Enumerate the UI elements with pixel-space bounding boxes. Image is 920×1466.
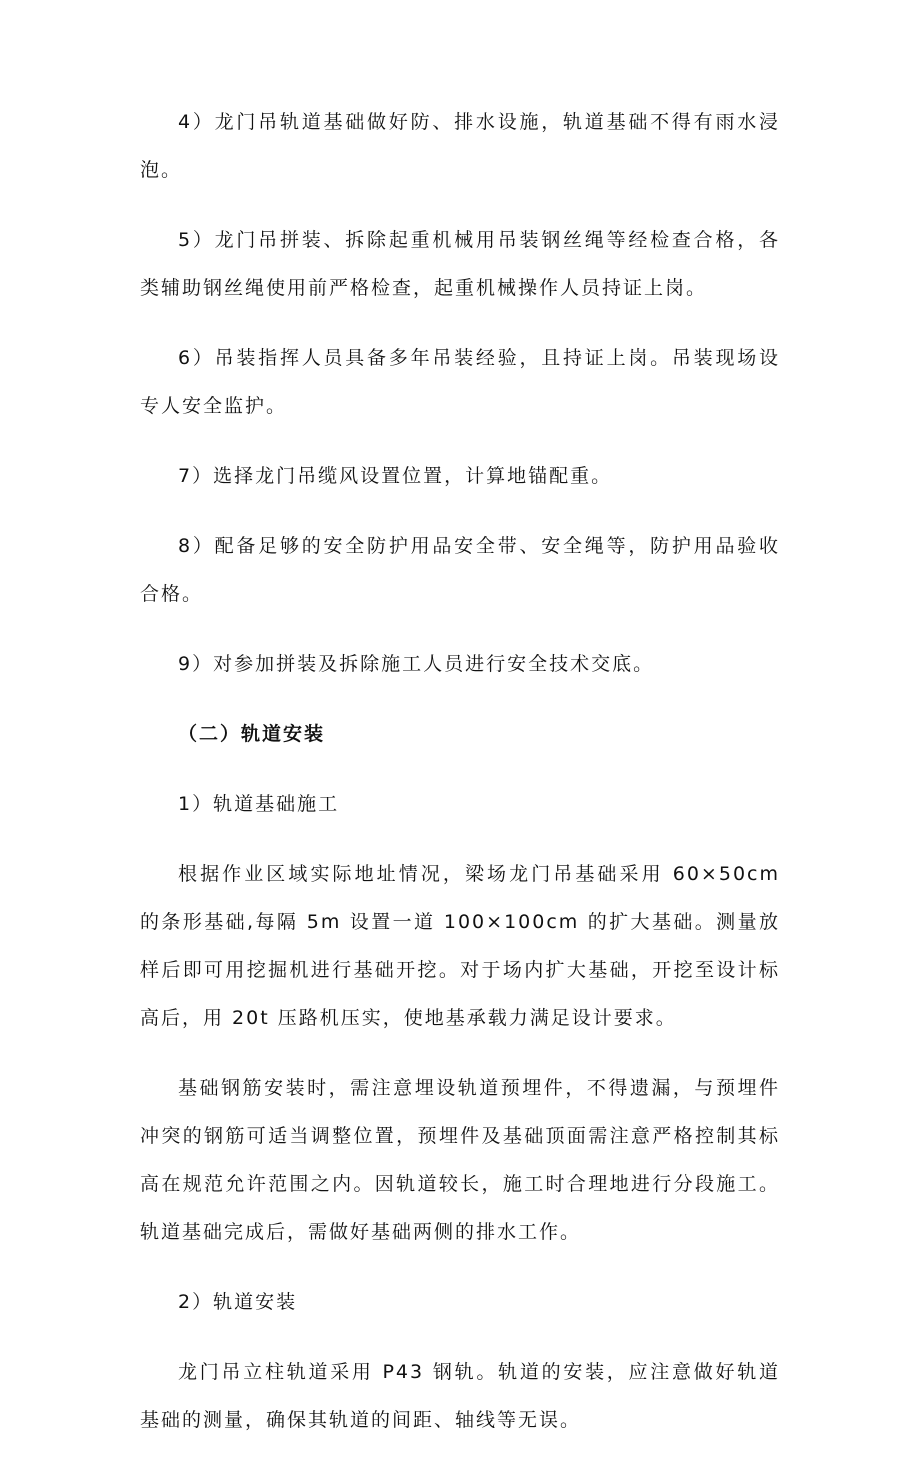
subsection-heading-track-foundation: 1）轨道基础施工	[178, 793, 340, 815]
paragraph-rebar-installation: 基础钢筋安装时，需注意埋设轨道预埋件，不得遗漏，与预埋件冲突的钢筋可适当调整位置，预埋件及基础顶面需注意严格控制其标高在规范允许范围之内。因轨道较长，施工时合理地进行分段施工。轨道基础完成后，需做好基础两侧的排水工作。	[140, 1077, 780, 1243]
paragraph-foundation-description: 根据作业区域实际地址情况，梁场龙门吊基础采用 60×50cm 的条形基础,每隔 5m 设置一道 100×100cm 的扩大基础。测量放样后即可用挖掘机进行基础开挖。对于场内扩大基础，开挖至设计标高后，用 20t 压路机压实，使地基承载力满足设计要求。	[140, 863, 780, 1029]
paragraph-item-9: 9）对参加拼装及拆除施工人员进行安全技术交底。	[178, 653, 655, 675]
section-heading-track-installation: （二）轨道安装	[178, 723, 326, 745]
paragraph-rail-installation: 龙门吊立柱轨道采用 P43 钢轨。轨道的安装，应注意做好轨道基础的测量，确保其轨道的间距、轴线等无误。	[140, 1361, 780, 1431]
paragraph-item-6: 6）吊装指挥人员具备多年吊装经验，且持证上岗。吊装现场设专人安全监护。	[140, 347, 780, 417]
paragraph-item-5: 5）龙门吊拼装、拆除起重机械用吊装钢丝绳等经检查合格，各类辅助钢丝绳使用前严格检查，起重机械操作人员持证上岗。	[140, 229, 780, 299]
document-body	[140, 98, 780, 1466]
paragraph-item-4: 4）龙门吊轨道基础做好防、排水设施，轨道基础不得有雨水浸泡。	[140, 111, 780, 181]
paragraph-item-7: 7）选择龙门吊缆风设置位置，计算地锚配重。	[178, 465, 613, 487]
paragraph-item-8: 8）配备足够的安全防护用品安全带、安全绳等，防护用品验收合格。	[140, 535, 780, 605]
subsection-heading-track-installation: 2）轨道安装	[178, 1291, 298, 1313]
